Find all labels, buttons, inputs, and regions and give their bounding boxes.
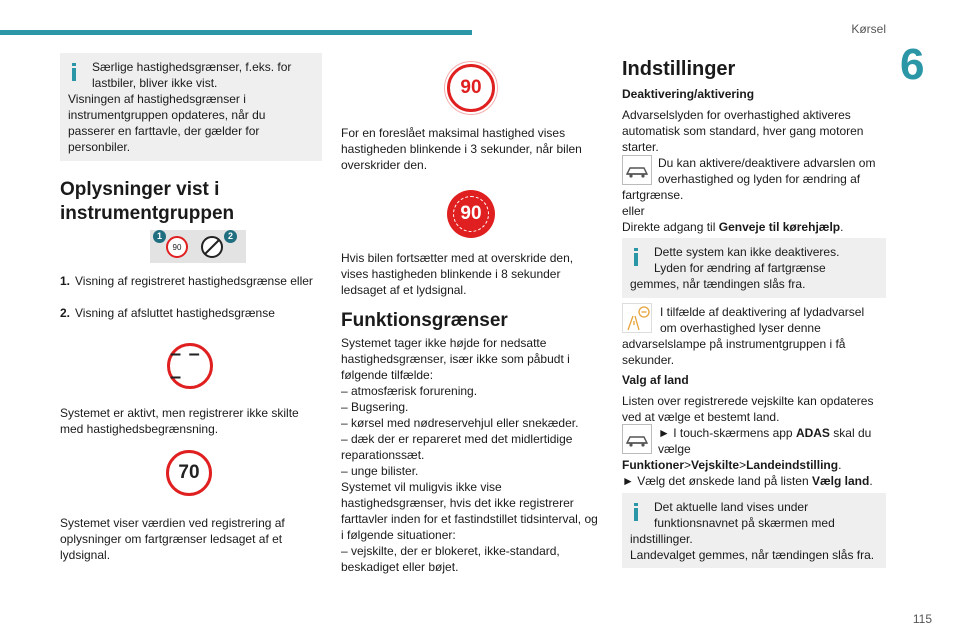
- section-heading: Funktionsgrænser: [341, 310, 508, 331]
- shortcut-name: Genveje til kørehjælp: [718, 220, 841, 234]
- paragraph: Systemet er aktivt, men registrerer ikke skilte med hastighedsbegrænsning.: [60, 406, 299, 436]
- header-accent-bar: [0, 30, 472, 35]
- speed-sign-icon: 90: [166, 236, 188, 258]
- list-item: – atmosfærisk forurening.: [341, 384, 478, 398]
- numbered-item-2: 2. Visning af afsluttet hastighedsgrænse: [60, 306, 275, 320]
- paragraph: Listen over registrerede vejskilte kan opdateres ved at vælge et bestemt land.: [622, 394, 874, 424]
- sub-heading: Deaktivering/aktivering: [622, 87, 755, 101]
- section-heading: Oplysninger vist i instrumentgruppen: [60, 179, 235, 224]
- info-icon: [634, 503, 638, 521]
- paragraph: Systemet viser værdien ved registrering af oplysninger om fartgrænser ledsaget af et lydsignal.: [60, 516, 285, 562]
- list-item: – kørsel med nødreservehjul eller snekæder.: [341, 416, 579, 430]
- list-item: – Bugsering.: [341, 400, 409, 414]
- note-text: lastbiler, bliver ikke vist.: [92, 76, 218, 90]
- country-steps: ► I touch-skærmens app ADAS skal du vælge Funktioner>Vejskilte>Landeindstilling. ► Vælg det ønskede land på listen Vælg land.: [622, 425, 886, 489]
- blinking-sign-illustration: [443, 186, 499, 242]
- limitations-block: Systemet tager ikke højde for nedsatte hastighedsgrænser, især ikke som påbudt i følgende tilfælde: – atmosfærisk forurening. – Bugsering. – kørsel med nødreservehjul eller snekæder. – dæk der er repareret med det midlertidige reparationssæt. – unge bilister. Systemet vil muligvis ikke vise hastighedsgrænser, hvis det ikke registrerer farttavler inden for et fastindstillet tidsinterval, og i følgende situationer: – vejskilte, der er blokeret, ikke-standard, beskadiget eller bøjet.: [341, 335, 603, 575]
- section-title: Kørsel: [851, 22, 886, 36]
- info-note: Det aktuelle land vises under funktionsnavnet på skærmen med indstillinger. Landevalget gemmes, når tændingen slås fra.: [622, 493, 886, 568]
- note-text: Særlige hastighedsgrænser, f.eks. for: [92, 60, 292, 74]
- paragraph: Advarselslyden for overhastighed aktiveres automatisk som standard, hver gang motoren starter.: [622, 108, 864, 154]
- list-item: – vejskilte, der er blokeret, ikke-standard, beskadiget eller bøjet.: [341, 544, 560, 574]
- menu-path: Funktioner>Vejskilte>Landeindstilling.: [622, 458, 842, 472]
- note-text: Visningen af hastighedsgrænser i instrumentgruppen opdateres, når du passerer en farttavle, der gælder for personbiler.: [68, 92, 266, 154]
- info-note: Dette system kan ikke deaktiveres. Lyden for ændring af fartgrænse gemmes, når tændingen slås fra.: [622, 238, 886, 298]
- callout-badge-2: 2: [224, 230, 237, 243]
- cluster-illustration: [150, 230, 246, 263]
- section-heading: Indstillinger: [622, 58, 736, 80]
- speed-sign-90-icon: 90: [447, 64, 495, 112]
- info-note: [60, 53, 322, 161]
- speed-sign-70-icon: 70: [166, 450, 212, 496]
- end-of-limit-icon: [200, 235, 224, 259]
- list-item: – dæk der er repareret med det midlertidige reparationssæt.: [341, 432, 573, 462]
- list-name: Vælg land: [811, 474, 870, 488]
- paragraph: Hvis bilen fortsætter med at overskride den, vises hastigheden blinkende i 8 sekunder ledsaget af et lydsignal.: [341, 251, 574, 297]
- info-icon: [72, 63, 76, 81]
- app-name: ADAS: [795, 426, 830, 440]
- numbered-item-1: 1. Visning af registreret hastighedsgrænse eller: [60, 274, 313, 288]
- warning-instruction: I tilfælde af deaktivering af lydadvarsel om overhastighed lyser denne advarselslampe på instrumentgruppen i få sekunder.: [622, 305, 865, 367]
- list-item: – unge bilister.: [341, 464, 419, 478]
- no-limit-detected-icon: – – –: [167, 343, 213, 389]
- callout-badge-1: 1: [153, 230, 166, 243]
- speed-sign-90-filled-icon: 90: [447, 190, 495, 238]
- info-icon: [634, 248, 638, 266]
- sub-heading: Valg af land: [622, 373, 689, 387]
- paragraph: For en foreslået maksimal hastighed vises hastigheden blinkende i 3 sekunder, når bilen overskrider den.: [341, 126, 582, 172]
- car-instruction: Du kan aktivere/deaktivere advarslen om overhastighed og lyden for ændring af fartgrænse. eller Direkte adgang til Genveje til kørehjælp.: [622, 156, 876, 234]
- page-number: 115: [912, 612, 932, 626]
- chapter-number: 6: [900, 40, 925, 89]
